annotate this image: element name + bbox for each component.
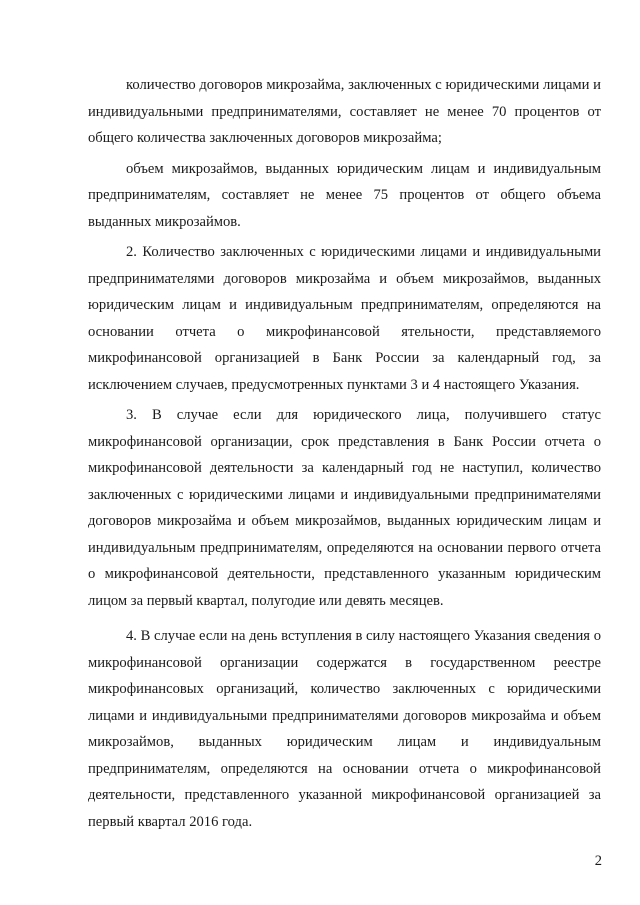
paragraph-item-3: 3. В случае если для юридического лица, получившего статус микрофинансовой организации, срок представления в Банк России отчета о микрофинансовой деятельности за календарный год не наступил, количество заключенных с юридическими лицами и индивидуальными предпринимателями договоров микрозайма и объем микрозаймов, выданных юридическим лицам и индивидуальным предпринимателям, определяются на основании первого отчета о микрофинансовой деятельности, представленного указанным юридическим лицом за первый квартал, полугодие или девять месяцев.	[88, 407, 601, 609]
paragraph-item-2: 2. Количество заключенных с юридическими лицами и индивидуальными предпринимателями договоров микрозайма и объем микрозаймов, выданных юридическим лицам и индивидуальным предпринимателям, определяются на основании отчета о микрофинансовой ятельности, представляемого микрофинансовой организацией в Банк России за календарный год, за исключением случаев, предусмотренных пунктами 3 и 4 настоящего Указания.	[88, 244, 601, 393]
paragraph-loan-volume-condition: объем микрозаймов, выданных юридическим лицам и индивидуальным предпринимателям, составляет не менее 75 процентов от общего объема выданных микрозаймов.	[88, 160, 601, 230]
document-body	[88, 72, 601, 835]
paragraph-loan-count-condition: количество договоров микрозайма, заключенных с юридическими лицами и индивидуальными предпринимателями, составляет не менее 70 процентов от общего количества заключенных договоров микрозайма;	[88, 77, 601, 146]
page-number: 2	[594, 853, 602, 869]
paragraph-item-4: 4. В случае если на день вступления в силу настоящего Указания сведения о микрофинансовой организации содержатся в государственном реестре микрофинансовых организаций, количество заключенных с юридическими лицами и индивидуальными предпринимателями договоров микрозайма и объем микрозаймов, выданных юридическим лицам и индивидуальным предпринимателям, определяются на основании отчета о микрофинансовой деятельности, представленного указанной микрофинансовой организацией за первый квартал 2016 года.	[88, 628, 601, 830]
